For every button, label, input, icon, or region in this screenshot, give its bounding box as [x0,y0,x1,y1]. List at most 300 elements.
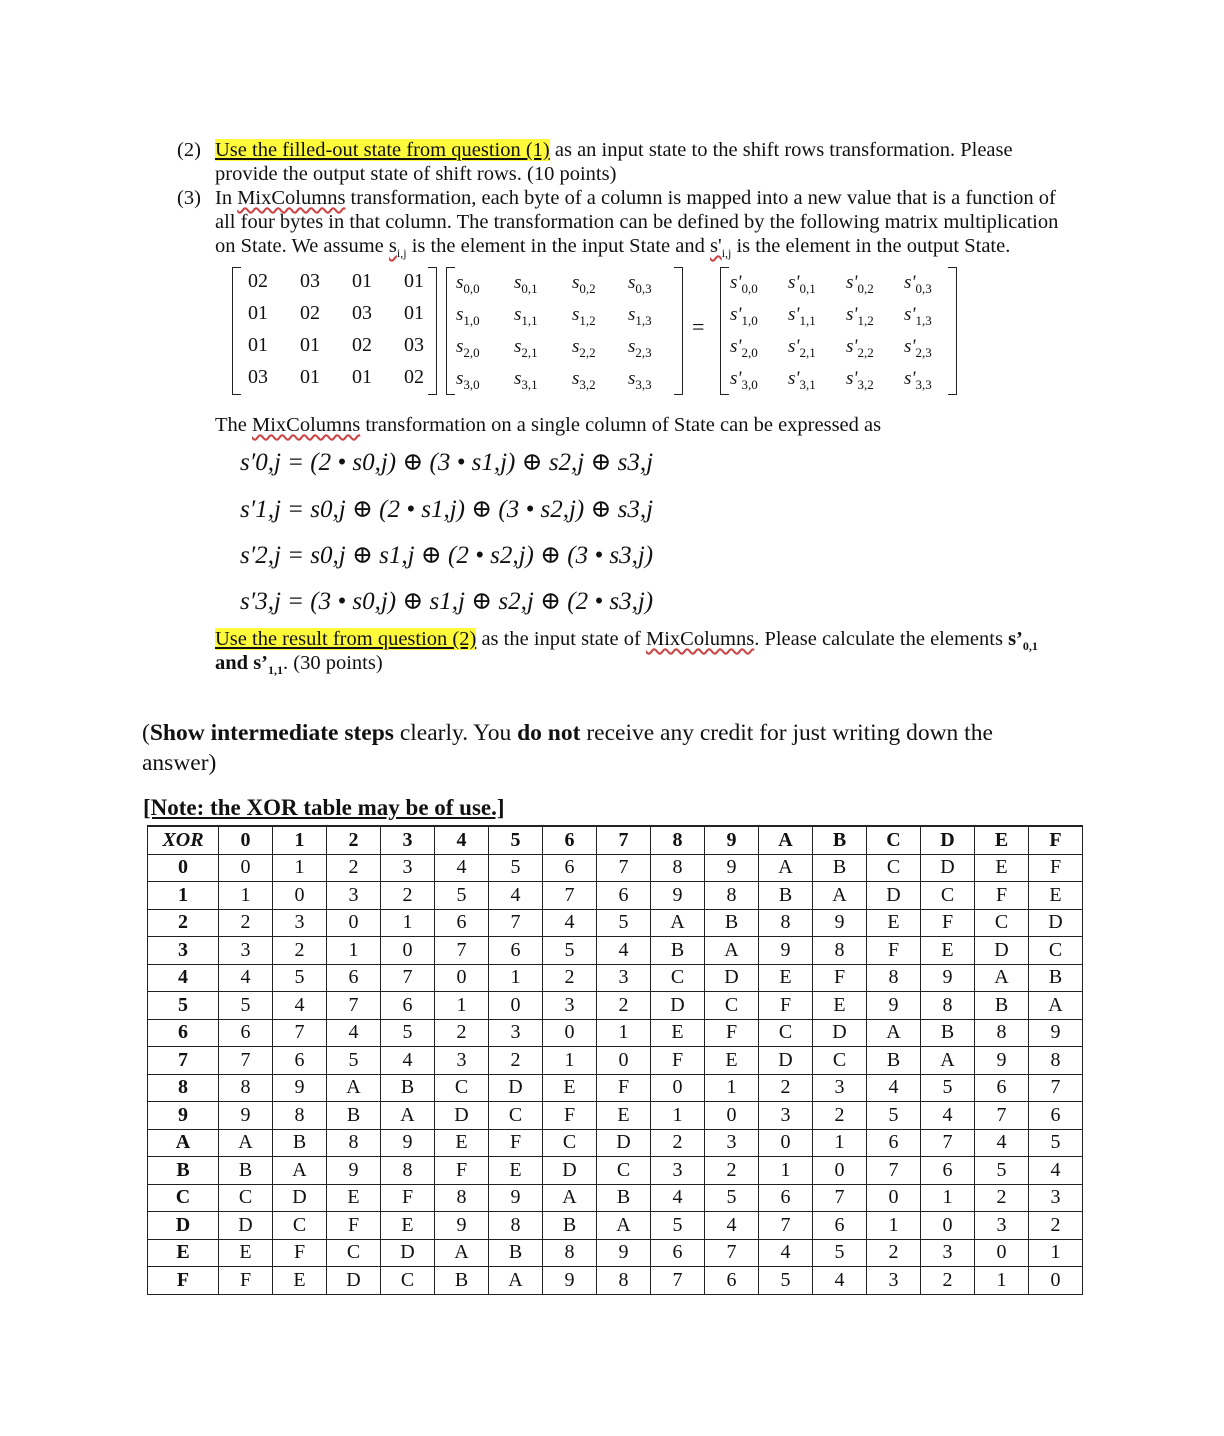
xor-cell: 3 [273,909,327,937]
coef-cell: 03 [248,366,268,388]
xor-cell: 4 [489,882,543,910]
xor-cell: 6 [975,1074,1029,1102]
coef-cell: 01 [300,366,320,388]
output-state-cell [730,272,758,297]
xor-cell: 5 [273,964,327,992]
xor-cell: 1 [381,909,435,937]
xor-cell: C [759,1019,813,1047]
task-line2-b: . (30 points) [283,652,383,674]
xor-table-row [148,1157,1083,1185]
xor-cell: 6 [867,1129,921,1157]
output-state-subscript: 3,0 [741,376,758,392]
xor-cell: 2 [273,937,327,965]
xor-cell: 3 [489,1019,543,1047]
xor-cell: 0 [489,992,543,1020]
xor-cell: 8 [273,1102,327,1130]
input-state-cell [572,368,596,393]
xor-cell: 1 [867,1212,921,1240]
xor-cell: D [597,1129,651,1157]
xor-cell: 9 [273,1074,327,1102]
task-line2 [215,651,383,682]
xor-cell: 5 [705,1184,759,1212]
mix-intro-word: MixColumns [252,414,361,436]
xor-cell: F [489,1129,543,1157]
xor-cell: C [489,1102,543,1130]
xor-cell: 2 [489,1047,543,1075]
input-state-subscript: 3,0 [463,376,480,392]
input-state-symbol: s [628,336,636,357]
q3-line3-a: on State. We assume [215,235,389,257]
input-state-symbol: s [628,368,636,389]
xor-cell: 0 [327,909,381,937]
coef-cell: 01 [404,302,424,324]
xor-cell: C [705,992,759,1020]
xor-cell: 5 [867,1102,921,1130]
xor-cell: C [219,1184,273,1212]
output-state-cell [904,368,932,393]
xor-cell: C [921,882,975,910]
xor-cell: 9 [975,1047,1029,1075]
xor-cell: E [489,1157,543,1185]
xor-cell: 3 [219,937,273,965]
output-state-cell [846,304,874,329]
xor-row-header: 8 [148,1074,219,1102]
input-state-subscript: 1,3 [635,312,652,328]
xor-cell: B [705,909,759,937]
xor-row-header: 5 [148,992,219,1020]
xor-cell: E [327,1184,381,1212]
xor-cell: E [813,992,867,1020]
xor-row-header: 2 [148,909,219,937]
show-steps-p1: ( [142,720,150,746]
xor-cell: 7 [597,854,651,882]
xor-cell: 7 [543,882,597,910]
input-state-symbol: s [514,304,522,325]
xor-cell: 6 [219,1019,273,1047]
output-state-symbol: s' [730,368,742,389]
xor-cell: 6 [759,1184,813,1212]
xor-cell: D [381,1239,435,1267]
input-state-symbol: s [572,272,580,293]
xor-cell: 1 [597,1019,651,1047]
xor-cell: 3 [759,1102,813,1130]
xor-cell: 0 [381,937,435,965]
input-state-subscript: 0,2 [579,280,596,296]
xor-cell: E [921,937,975,965]
xor-cell: B [759,882,813,910]
xor-cell: B [489,1239,543,1267]
xor-cell: 1 [435,992,489,1020]
xor-column-header: 0 [219,826,273,854]
xor-cell: F [381,1184,435,1212]
output-state-symbol: s' [904,304,916,325]
input-state-subscript: 0,1 [521,280,538,296]
xor-cell: 9 [327,1157,381,1185]
xor-cell: A [921,1047,975,1075]
xor-cell: 8 [381,1157,435,1185]
xor-table-row [148,1129,1083,1157]
xor-column-header: A [759,826,813,854]
input-bracket-left [446,267,455,395]
xor-cell: B [597,1184,651,1212]
xor-cell: 5 [381,1019,435,1047]
xor-cell: F [543,1102,597,1130]
xor-cell: 8 [759,909,813,937]
xor-cell: 3 [327,882,381,910]
xor-cell: 3 [543,992,597,1020]
xor-cell: C [435,1074,489,1102]
xor-cell: 8 [651,854,705,882]
output-state-cell [904,272,932,297]
xor-cell: 1 [1029,1239,1083,1267]
xor-cell: 2 [381,882,435,910]
xor-cell: E [273,1267,327,1295]
output-state-symbol: s' [788,272,800,293]
coef-cell: 03 [300,270,320,292]
xor-column-header: C [867,826,921,854]
xor-cell: 2 [219,909,273,937]
output-bracket-left [720,267,729,395]
xor-row-header: 3 [148,937,219,965]
input-state-symbol: s [628,304,636,325]
xor-cell: 0 [975,1239,1029,1267]
xor-cell: 4 [1029,1157,1083,1185]
task-elem1 [1008,628,1038,654]
xor-cell: 1 [489,964,543,992]
xor-cell: 2 [435,1019,489,1047]
xor-cell: D [759,1047,813,1075]
task-elem2-sub: 1,1 [268,663,283,678]
xor-cell: 9 [867,992,921,1020]
xor-cell: B [867,1047,921,1075]
xor-cell: 4 [219,964,273,992]
output-state-cell [730,368,758,393]
xor-cell: 5 [543,937,597,965]
xor-cell: 7 [273,1019,327,1047]
xor-cell: 7 [489,909,543,937]
output-state-subscript: 0,0 [741,280,758,296]
xor-cell: 4 [435,854,489,882]
xor-table-row [148,1184,1083,1212]
xor-cell: 3 [381,854,435,882]
xor-cell: 0 [813,1157,867,1185]
coef-cell: 01 [300,334,320,356]
output-state-subscript: 2,1 [799,344,816,360]
xor-table-row [148,964,1083,992]
xor-cell: 6 [921,1157,975,1185]
q2-highlight: Use the filled-out state from question (1) [215,139,550,161]
output-state-cell [730,336,758,361]
xor-cell: D [813,1019,867,1047]
xor-cell: B [273,1129,327,1157]
xor-cell: 3 [975,1212,1029,1240]
xor-cell: E [435,1129,489,1157]
xor-cell: E [219,1239,273,1267]
output-state-cell [904,304,932,329]
show-steps-p2: clearly. You [393,720,518,746]
xor-cell: F [435,1157,489,1185]
xor-column-header: 2 [327,826,381,854]
input-state-cell [514,336,538,361]
xor-cell: C [1029,937,1083,965]
task-mixcolumns-word: MixColumns [645,628,755,650]
xor-cell: 7 [759,1212,813,1240]
xor-row-header: 9 [148,1102,219,1130]
output-state-subscript: 3,1 [799,376,816,392]
xor-cell: 2 [921,1267,975,1295]
output-state-subscript: 0,2 [857,280,874,296]
xor-column-header: E [975,826,1029,854]
xor-cell: 9 [1029,1019,1083,1047]
input-state-subscript: 2,1 [521,344,538,360]
xor-cell: A [273,1157,327,1185]
xor-cell: D [219,1212,273,1240]
xor-cell: F [327,1212,381,1240]
xor-cell: 4 [813,1267,867,1295]
xor-cell: A [597,1212,651,1240]
coef-cell: 03 [404,334,424,356]
xor-cell: B [543,1212,597,1240]
xor-cell: A [543,1184,597,1212]
output-state-subscript: 0,3 [915,280,932,296]
input-state-subscript: 2,3 [635,344,652,360]
xor-table-row [148,854,1083,882]
task-highlight: Use the result from question (2) [215,628,477,650]
xor-cell: 7 [435,937,489,965]
input-state-symbol: s [456,336,464,357]
xor-cell: 5 [813,1239,867,1267]
xor-cell: F [219,1267,273,1295]
xor-cell: 4 [867,1074,921,1102]
xor-cell: 7 [381,964,435,992]
xor-row-header: A [148,1129,219,1157]
xor-cell: 9 [219,1102,273,1130]
output-bracket-right [948,267,957,395]
xor-cell: 7 [867,1157,921,1185]
xor-cell: 5 [975,1157,1029,1185]
xor-cell: 5 [759,1267,813,1295]
input-state-cell [514,272,538,297]
xor-row-header: C [148,1184,219,1212]
xor-note: [Note: the XOR table may be of use.] [143,795,505,820]
coef-cell: 02 [352,334,372,356]
equation-0: s′0,j = (2 • s0,j) ⊕ (3 • s1,j) ⊕ s2,j ⊕ s3,j [240,449,654,476]
output-state-symbol: s' [904,336,916,357]
output-state-cell [846,272,874,297]
equation-3: s′3,j = (3 • s0,j) ⊕ s1,j ⊕ s2,j ⊕ (2 • s3,j) [240,588,654,615]
xor-column-header: 1 [273,826,327,854]
xor-cell: 9 [921,964,975,992]
xor-row-header: B [148,1157,219,1185]
output-state-cell [788,368,816,393]
xor-column-header: 4 [435,826,489,854]
xor-cell: 5 [597,909,651,937]
xor-cell: C [975,909,1029,937]
xor-cell: 8 [543,1239,597,1267]
xor-cell: 7 [1029,1074,1083,1102]
xor-cell: 6 [597,882,651,910]
xor-cell: 0 [921,1212,975,1240]
output-state-symbol: s' [846,336,858,357]
input-state-cell [456,368,480,393]
xor-cell: D [273,1184,327,1212]
xor-cell: 8 [921,992,975,1020]
xor-row-header: D [148,1212,219,1240]
xor-table-row [148,909,1083,937]
xor-cell: 2 [759,1074,813,1102]
xor-cell: 3 [1029,1184,1083,1212]
q3-line3-b: is the element in the input State and [406,235,711,257]
xor-cell: 0 [1029,1267,1083,1295]
show-steps-bold2: do not [517,720,581,746]
input-state-subscript: 2,2 [579,344,596,360]
xor-column-header: 5 [489,826,543,854]
xor-cell: A [435,1239,489,1267]
input-state-symbol: s [572,304,580,325]
xor-row-header: 6 [148,1019,219,1047]
xor-cell: E [975,854,1029,882]
xor-cell: 6 [1029,1102,1083,1130]
xor-column-header: 3 [381,826,435,854]
xor-cell: 6 [327,964,381,992]
xor-cell: E [1029,882,1083,910]
input-state-subscript: 1,2 [579,312,596,328]
q2-line2: provide the output state of shift rows. (10 points) [215,163,617,185]
xor-cell: 9 [759,937,813,965]
output-state-symbol: s' [730,336,742,357]
coef-cell: 01 [352,270,372,292]
xor-cell: C [651,964,705,992]
xor-cell: A [867,1019,921,1047]
xor-cell: E [543,1074,597,1102]
xor-cell: 9 [651,882,705,910]
xor-table-row [148,1102,1083,1130]
input-state-cell [572,336,596,361]
xor-column-header: 6 [543,826,597,854]
xor-cell: 7 [813,1184,867,1212]
task-elem1-s: s’ [1008,628,1023,650]
xor-cell: D [435,1102,489,1130]
xor-cell: 9 [489,1184,543,1212]
xor-cell: 4 [705,1212,759,1240]
output-state-subscript: 0,1 [799,280,816,296]
output-state-subscript: 2,0 [741,344,758,360]
xor-cell: D [975,937,1029,965]
xor-cell: 9 [813,909,867,937]
xor-cell: 0 [705,1102,759,1130]
xor-cell: A [219,1129,273,1157]
output-state-symbol: s' [904,368,916,389]
xor-cell: 4 [543,909,597,937]
output-state-cell [788,272,816,297]
coef-cell: 01 [404,270,424,292]
xor-cell: 3 [867,1267,921,1295]
xor-cell: 6 [651,1239,705,1267]
input-state-subscript: 0,0 [463,280,480,296]
output-state-symbol: s' [730,304,742,325]
xor-cell: 8 [327,1129,381,1157]
xor-cell: 6 [435,909,489,937]
equation-2: s′2,j = s0,j ⊕ s1,j ⊕ (2 • s2,j) ⊕ (3 • s3,j) [240,542,654,569]
xor-cell: C [867,854,921,882]
output-state-cell [904,336,932,361]
xor-cell: A [705,937,759,965]
input-state-symbol: s [456,368,464,389]
xor-cell: 8 [975,1019,1029,1047]
xor-cell: C [597,1157,651,1185]
xor-cell: F [813,964,867,992]
xor-cell: 2 [813,1102,867,1130]
xor-cell: E [759,964,813,992]
xor-column-header: D [921,826,975,854]
xor-table [147,825,1083,1295]
output-state-subscript: 1,0 [741,312,758,328]
task-elem2-s: s’ [253,652,268,674]
xor-cell: 1 [651,1102,705,1130]
xor-cell: F [597,1074,651,1102]
input-state-cell [572,304,596,329]
xor-cell: 5 [921,1074,975,1102]
xor-cell: A [759,854,813,882]
input-state-cell [628,336,652,361]
xor-cell: 0 [219,854,273,882]
xor-cell: 1 [921,1184,975,1212]
input-state-subscript: 0,3 [635,280,652,296]
coef-cell: 01 [352,366,372,388]
q2-line1-rest: as an input state to the shift rows transformation. Please [549,139,1013,161]
xor-cell: 2 [975,1184,1029,1212]
coef-cell: 01 [248,302,268,324]
input-state-cell [628,368,652,393]
xor-cell: 3 [651,1157,705,1185]
xor-cell: 9 [543,1267,597,1295]
xor-column-header: 8 [651,826,705,854]
output-state-subscript: 3,3 [915,376,932,392]
xor-row-header: 1 [148,882,219,910]
input-state-subscript: 1,1 [521,312,538,328]
xor-cell: C [381,1267,435,1295]
xor-cell: E [381,1212,435,1240]
xor-cell: 6 [489,937,543,965]
output-state-subscript: 2,2 [857,344,874,360]
xor-cell: 8 [813,937,867,965]
input-state-cell [456,336,480,361]
mix-intro-a: The [215,414,252,436]
xor-cell: 0 [435,964,489,992]
input-state-symbol: s [514,368,522,389]
xor-table-row [148,992,1083,1020]
xor-cell: D [327,1267,381,1295]
matrix-equals-sign: = [692,314,705,339]
input-state-symbol: s [628,272,636,293]
xor-column-header: B [813,826,867,854]
output-state-cell [788,304,816,329]
xor-cell: 3 [597,964,651,992]
xor-cell: 2 [597,992,651,1020]
xor-cell: 0 [867,1184,921,1212]
show-steps-line2: answer) [142,750,217,776]
xor-cell: B [921,1019,975,1047]
coef-cell: 03 [352,302,372,324]
xor-cell: 5 [651,1212,705,1240]
q3-sij-s: s [388,235,397,257]
xor-column-header: 7 [597,826,651,854]
xor-cell: A [975,964,1029,992]
xor-cell: F [651,1047,705,1075]
xor-cell: 7 [327,992,381,1020]
input-state-symbol: s [456,304,464,325]
input-state-cell [514,368,538,393]
